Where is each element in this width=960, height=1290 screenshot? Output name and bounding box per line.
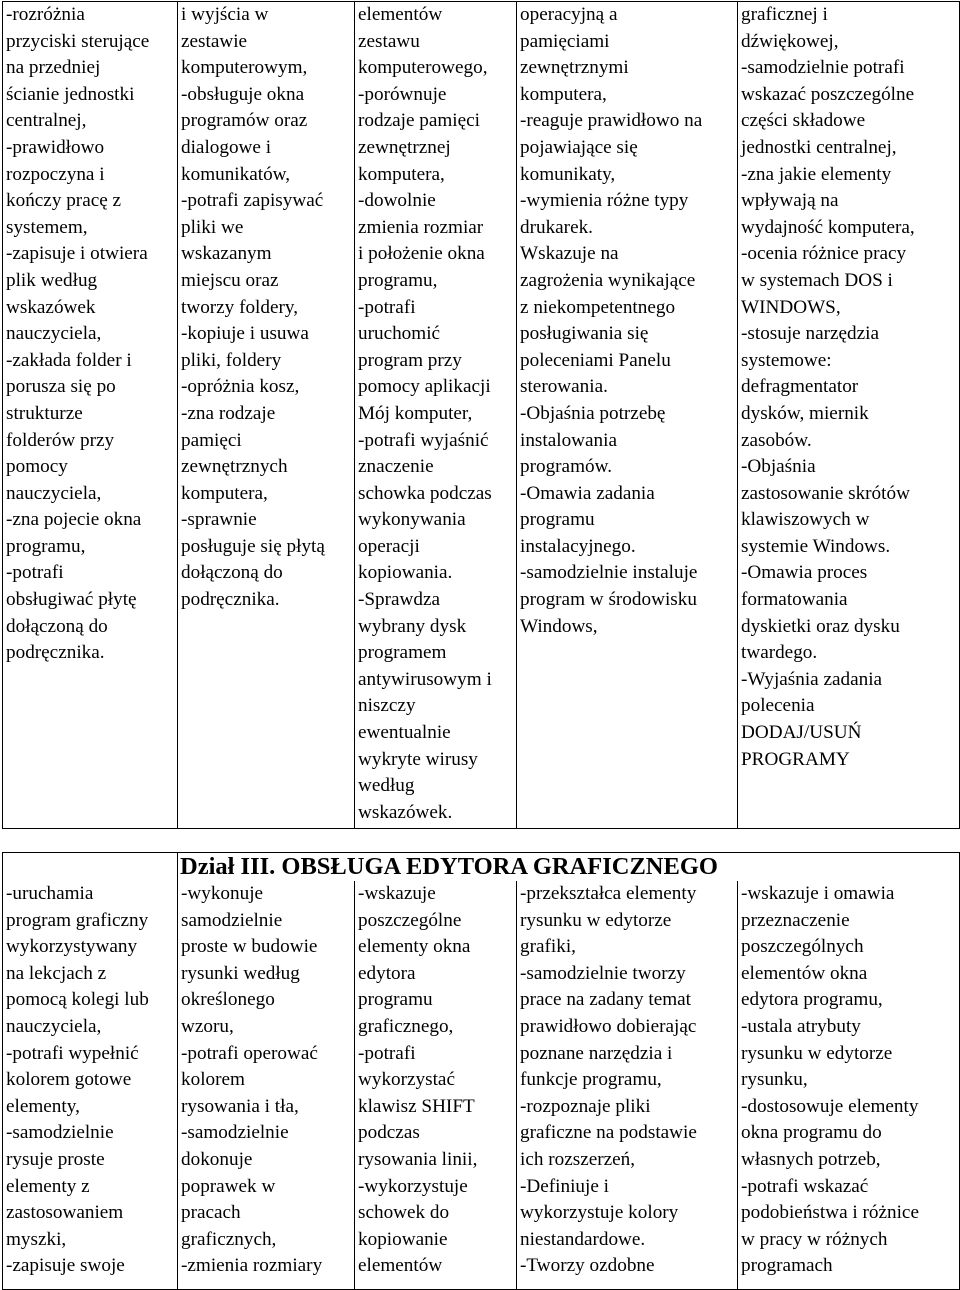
table-cell-grade-1: -uruchamia program graficzny wykorzystywany na lekcjach z pomocą kolegi lub nauczyciela, -potrafi wypełnić kolorem gotowe elementy, -samodzielnie rysuje proste elementy z zastosowaniem myszki, -zapisuje swoje — [3, 881, 178, 1290]
table-cell-grade-4: operacyjną a pamięciami zewnętrznymi komputera, -reaguje prawidłowo na pojawiające się komunikaty, -wymienia różne typy drukarek. Wskazuje na zagrożenia wynikające z niekompetentnego posługiwania się poleceniami Panelu sterowania. -Objaśnia potrzebę instalowania programów. -Omawia zadania programu instalacyjnego. -samodzielnie instaluje program w środowisku Windows, — [517, 2, 738, 829]
requirements-table-top — [2, 1, 960, 829]
table-cell-grade-3: elementów zestawu komputerowego, -porównuje rodzaje pamięci zewnętrznej komputera, -dowolnie zmienia rozmiar i położenie okna programu, -potrafi uruchomić program przy pomocy aplikacji Mój komputer, -potrafi wyjaśnić znaczenie schowka podczas wykonywania operacji kopiowania. -Sprawdza wybrany dysk programem antywirusowym i niszczy ewentualnie wykryte wirusy według wskazówek. — [355, 2, 517, 829]
table-cell-grade-5: -wskazuje i omawia przeznaczenie poszczególnych elementów okna edytora programu, -ustala atrybuty rysunku w edytorze rysunku, -dostosowuje elementy okna programu do własnych potrzeb, -potrafi wskazać podobieństwa i różnice w pracy w różnych programach — [738, 881, 960, 1290]
table-cell-grade-2: i wyjścia w zestawie komputerowym, -obsługuje okna programów oraz dialogowe i komunikatów, -potrafi zapisywać pliki we wskazanym miejscu oraz tworzy foldery, -kopiuje i usuwa pliki, foldery -opróżnia kosz, -zna rodzaje pamięci zewnętrznych komputera, -sprawnie posługuje się płytą dołączoną do podręcznika. — [178, 2, 355, 829]
table-cell-grade-4: -przekształca elementy rysunku w edytorze grafiki, -samodzielnie tworzy prace na zadany temat prawidłowo dobierając poznane narzędzia i funkcje programu, -rozpoznaje pliki graficzne na podstawie ich rozszerzeń, -Definiuje i wykorzystuje kolory niestandardowe. -Tworzy ozdobne — [517, 881, 738, 1290]
requirements-table-bottom — [2, 852, 960, 1290]
table-cell-grade-5: graficznej i dźwiękowej, -samodzielnie potrafi wskazać poszczególne części składowe jednostki centralnej, -zna jakie elementy wpływają na wydajność komputera, -ocenia różnice pracy w systemach DOS i WINDOWS, -stosuje narzędzia systemowe: defragmentator dysków, miernik zasobów. -Objaśnia zastosowanie skrótów klawiszowych w systemie Windows. -Omawia proces formatowania dyskietki oraz dysku twardego. -Wyjaśnia zadania polecenia DODAJ/USUŃ PROGRAMY — [738, 2, 960, 829]
section-heading-row — [3, 853, 960, 882]
table-cell-grade-3: -wskazuje poszczególne elementy okna edytora programu graficznego, -potrafi wykorzystać klawisz SHIFT podczas rysowania linii, -wykorzystuje schowek do kopiowanie elementów — [355, 881, 517, 1290]
table-row — [3, 881, 960, 1290]
table-cell-grade-1: -rozróżnia przyciski sterujące na przedniej ścianie jednostki centralnej, -prawidłowo rozpoczyna i kończy pracę z systemem, -zapisuje i otwiera plik według wskazówek nauczyciela, -zakłada folder i porusza się po strukturze folderów przy pomocy nauczyciela, -zna pojecie okna programu, -potrafi obsługiwać płytę dołączoną do podręcznika. — [3, 2, 178, 829]
section-title: Dział III. OBSŁUGA EDYTORA GRAFICZNEGO — [180, 853, 718, 880]
heading-spacer-cell — [3, 853, 178, 882]
table-row — [3, 2, 960, 829]
section-heading-cell — [178, 853, 960, 882]
table-cell-grade-2: -wykonuje samodzielnie proste w budowie rysunki według określonego wzoru, -potrafi operować kolorem rysowania i tła, -samodzielnie dokonuje poprawek w pracach graficznych, -zmienia rozmiary — [178, 881, 355, 1290]
